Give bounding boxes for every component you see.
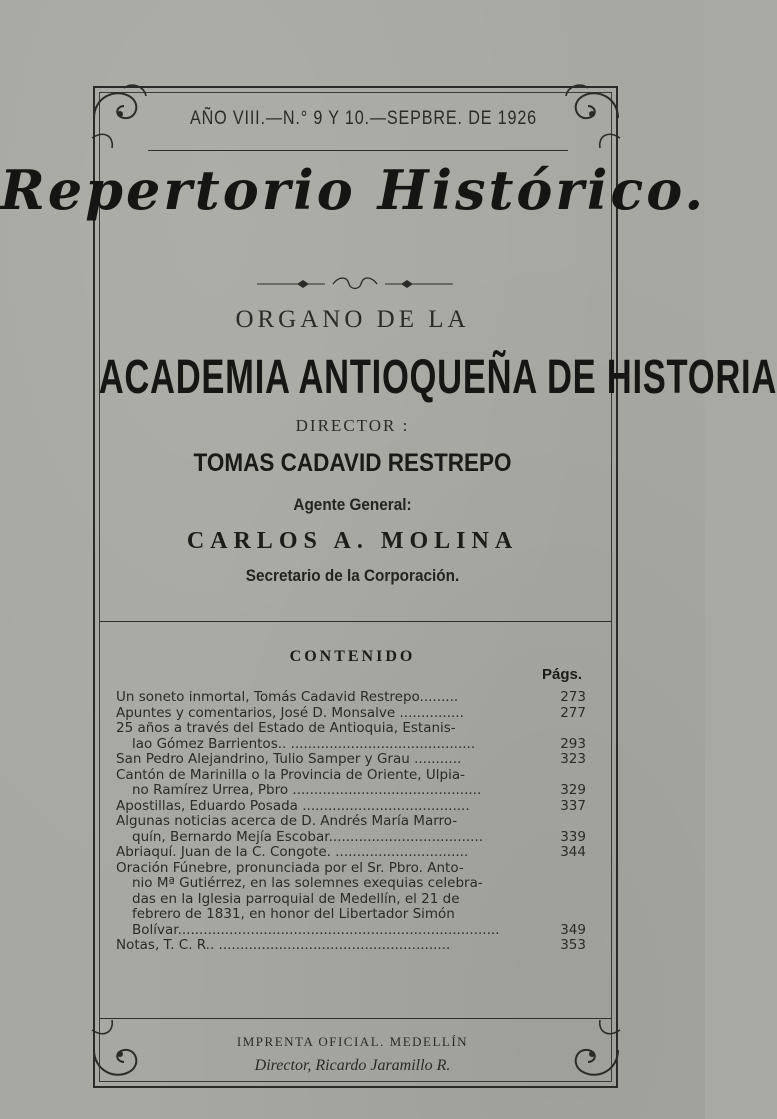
toc-entry-continuation bbox=[116, 907, 576, 923]
toc-entry-text: quín, Bernardo Mejía Escobar.................................... bbox=[132, 828, 484, 845]
toc-entry bbox=[116, 937, 586, 954]
toc-entry-text: San Pedro Alejandrino, Tulio Samper y Grau ........... bbox=[116, 751, 462, 767]
toc-entry bbox=[116, 797, 586, 815]
top-right-flourish-icon bbox=[548, 78, 628, 158]
journal-title: Repertorio Histórico. bbox=[0, 158, 707, 222]
toc-entry-text: das en la Iglesia parroquial de Medellín, el 21 de bbox=[132, 890, 460, 907]
toc-entry-text: Algunas noticias acerca de D. Andrés María Marro- bbox=[116, 813, 458, 829]
toc-entry-page: 293 bbox=[560, 735, 586, 752]
director-label: DIRECTOR : bbox=[295, 416, 410, 435]
toc-entry bbox=[116, 704, 586, 722]
toc-entry-text: Cantón de Marinilla o la Provincia de Oriente, Ulpia- bbox=[116, 766, 465, 783]
toc-entry-text: Un soneto inmortal, Tomás Cadavid Restrepo......... bbox=[116, 689, 459, 705]
toc-entry-text: no Ramírez Urrea, Pbro ............................................ bbox=[132, 782, 482, 798]
toc-entry-continuation bbox=[116, 892, 576, 908]
toc-entry-continuation bbox=[116, 921, 586, 939]
toc-entry bbox=[116, 768, 576, 784]
top-left-flourish-icon bbox=[84, 78, 164, 158]
table-of-contents bbox=[116, 689, 586, 954]
toc-entry-page: 339 bbox=[560, 828, 586, 845]
bottom-left-flourish-icon bbox=[84, 1010, 164, 1090]
issue-line: AÑO VIII.—N.° 9 Y 10.—SEPBRE. DE 1926 bbox=[190, 108, 537, 129]
printer-director-line: Director, Ricardo Jaramillo R. bbox=[254, 1057, 451, 1074]
toc-entry bbox=[116, 751, 586, 768]
toc-entry-text: lao Gómez Barrientos.. ........................................... bbox=[132, 735, 476, 752]
agent-name: CARLOS A. MOLINA bbox=[186, 528, 519, 554]
toc-entry-page: 273 bbox=[560, 689, 586, 705]
toc-entry bbox=[116, 861, 576, 877]
toc-entry-text: 25 años a través del Estado de Antioquia, Estanis- bbox=[116, 720, 456, 736]
toc-entry bbox=[116, 814, 576, 830]
secretary-note: Secretario de la Corporación. bbox=[245, 566, 460, 585]
bottom-right-flourish-icon bbox=[548, 1010, 628, 1090]
ornamental-divider-icon bbox=[255, 274, 455, 294]
academy-name: ACADEMIA ANTIOQUEÑA DE HISTORIA bbox=[98, 351, 777, 404]
toc-entry-text: Apostillas, Eduardo Posada ....................................... bbox=[116, 797, 470, 814]
printer-line: IMPRENTA OFICIAL. MEDELLÍN bbox=[236, 1034, 469, 1049]
toc-entry-text: Abriaquí. Juan de la C. Congote. ............................... bbox=[116, 844, 469, 860]
toc-entry bbox=[116, 844, 586, 861]
toc-entry-continuation bbox=[116, 828, 586, 846]
toc-entry bbox=[116, 689, 586, 706]
toc-entry-page: 337 bbox=[560, 797, 586, 814]
agent-label: Agente General: bbox=[293, 495, 412, 514]
toc-entry-continuation bbox=[116, 735, 586, 753]
toc-entry-continuation bbox=[116, 782, 586, 799]
toc-entry bbox=[116, 721, 576, 737]
organo-label: ORGANO DE LA bbox=[235, 306, 470, 333]
director-name: TOMAS CADAVID RESTREPO bbox=[193, 449, 512, 477]
contents-top-rule bbox=[100, 621, 612, 622]
toc-entry-page: 277 bbox=[560, 704, 586, 721]
toc-entry-text: nio Mª Gutiérrez, en las solemnes exequias celebra- bbox=[132, 875, 483, 891]
toc-entry-page: 349 bbox=[560, 921, 586, 938]
toc-entry-page: 329 bbox=[560, 782, 586, 798]
toc-entry-text: febrero de 1831, en honor del Libertador Simón bbox=[132, 906, 455, 922]
toc-entry-text: Apuntes y comentarios, José D. Monsalve ............... bbox=[116, 704, 464, 721]
toc-entry-text: Bolívar........................................................................... bbox=[132, 921, 500, 938]
pages-column-label: Págs. bbox=[542, 666, 583, 683]
header-rule bbox=[148, 150, 568, 151]
toc-entry-text: Notas, T. C. R.. ...................................................... bbox=[116, 937, 451, 953]
contents-heading: CONTENIDO bbox=[289, 648, 416, 665]
toc-entry-page: 344 bbox=[560, 844, 586, 860]
toc-entry-page: 353 bbox=[560, 937, 586, 953]
toc-entry-text: Oración Fúnebre, pronunciada por el Sr. Pbro. Anto- bbox=[116, 859, 464, 876]
toc-entry-continuation bbox=[116, 876, 576, 892]
toc-entry-page: 323 bbox=[560, 751, 586, 767]
footer-top-rule bbox=[100, 1018, 612, 1019]
